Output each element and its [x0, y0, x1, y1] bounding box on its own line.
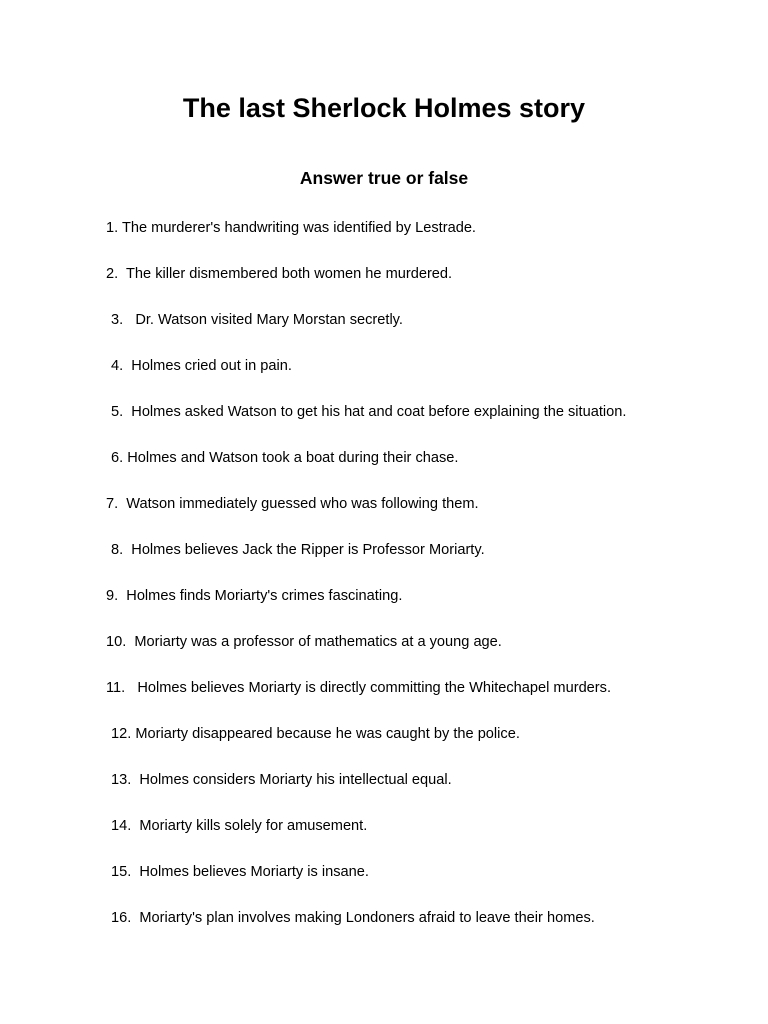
- instructions-heading: Answer true or false: [299, 168, 469, 188]
- question-13: 13. Holmes considers Moriarty his intellectual equal.: [111, 772, 452, 788]
- question-4: 4. Holmes cried out in pain.: [111, 358, 292, 374]
- question-15: 15. Holmes believes Moriarty is insane.: [111, 864, 369, 880]
- question-8: 8. Holmes believes Jack the Ripper is Professor Moriarty.: [111, 542, 485, 558]
- question-14: 14. Moriarty kills solely for amusement.: [111, 818, 368, 834]
- question-5: 5. Holmes asked Watson to get his hat and coat before explaining the situation.: [111, 404, 627, 420]
- question-7: 7. Watson immediately guessed who was following them.: [106, 496, 479, 512]
- question-2: 2. The killer dismembered both women he murdered.: [106, 266, 453, 282]
- question-10: 10. Moriarty was a professor of mathematics at a young age.: [106, 634, 502, 650]
- question-11: 11. Holmes believes Moriarty is directly committing the Whitechapel murders.: [106, 680, 612, 696]
- question-16: 16. Moriarty's plan involves making Londoners afraid to leave their homes.: [111, 910, 595, 926]
- question-9: 9. Holmes finds Moriarty's crimes fascinating.: [106, 588, 403, 604]
- question-6: 6. Holmes and Watson took a boat during their chase.: [111, 450, 459, 466]
- page-title: The last Sherlock Holmes story: [182, 93, 586, 123]
- question-3: 3. Dr. Watson visited Mary Morstan secretly.: [111, 312, 403, 328]
- question-1: 1. The murderer's handwriting was identified by Lestrade.: [106, 220, 476, 236]
- question-12: 12. Moriarty disappeared because he was caught by the police.: [111, 726, 520, 742]
